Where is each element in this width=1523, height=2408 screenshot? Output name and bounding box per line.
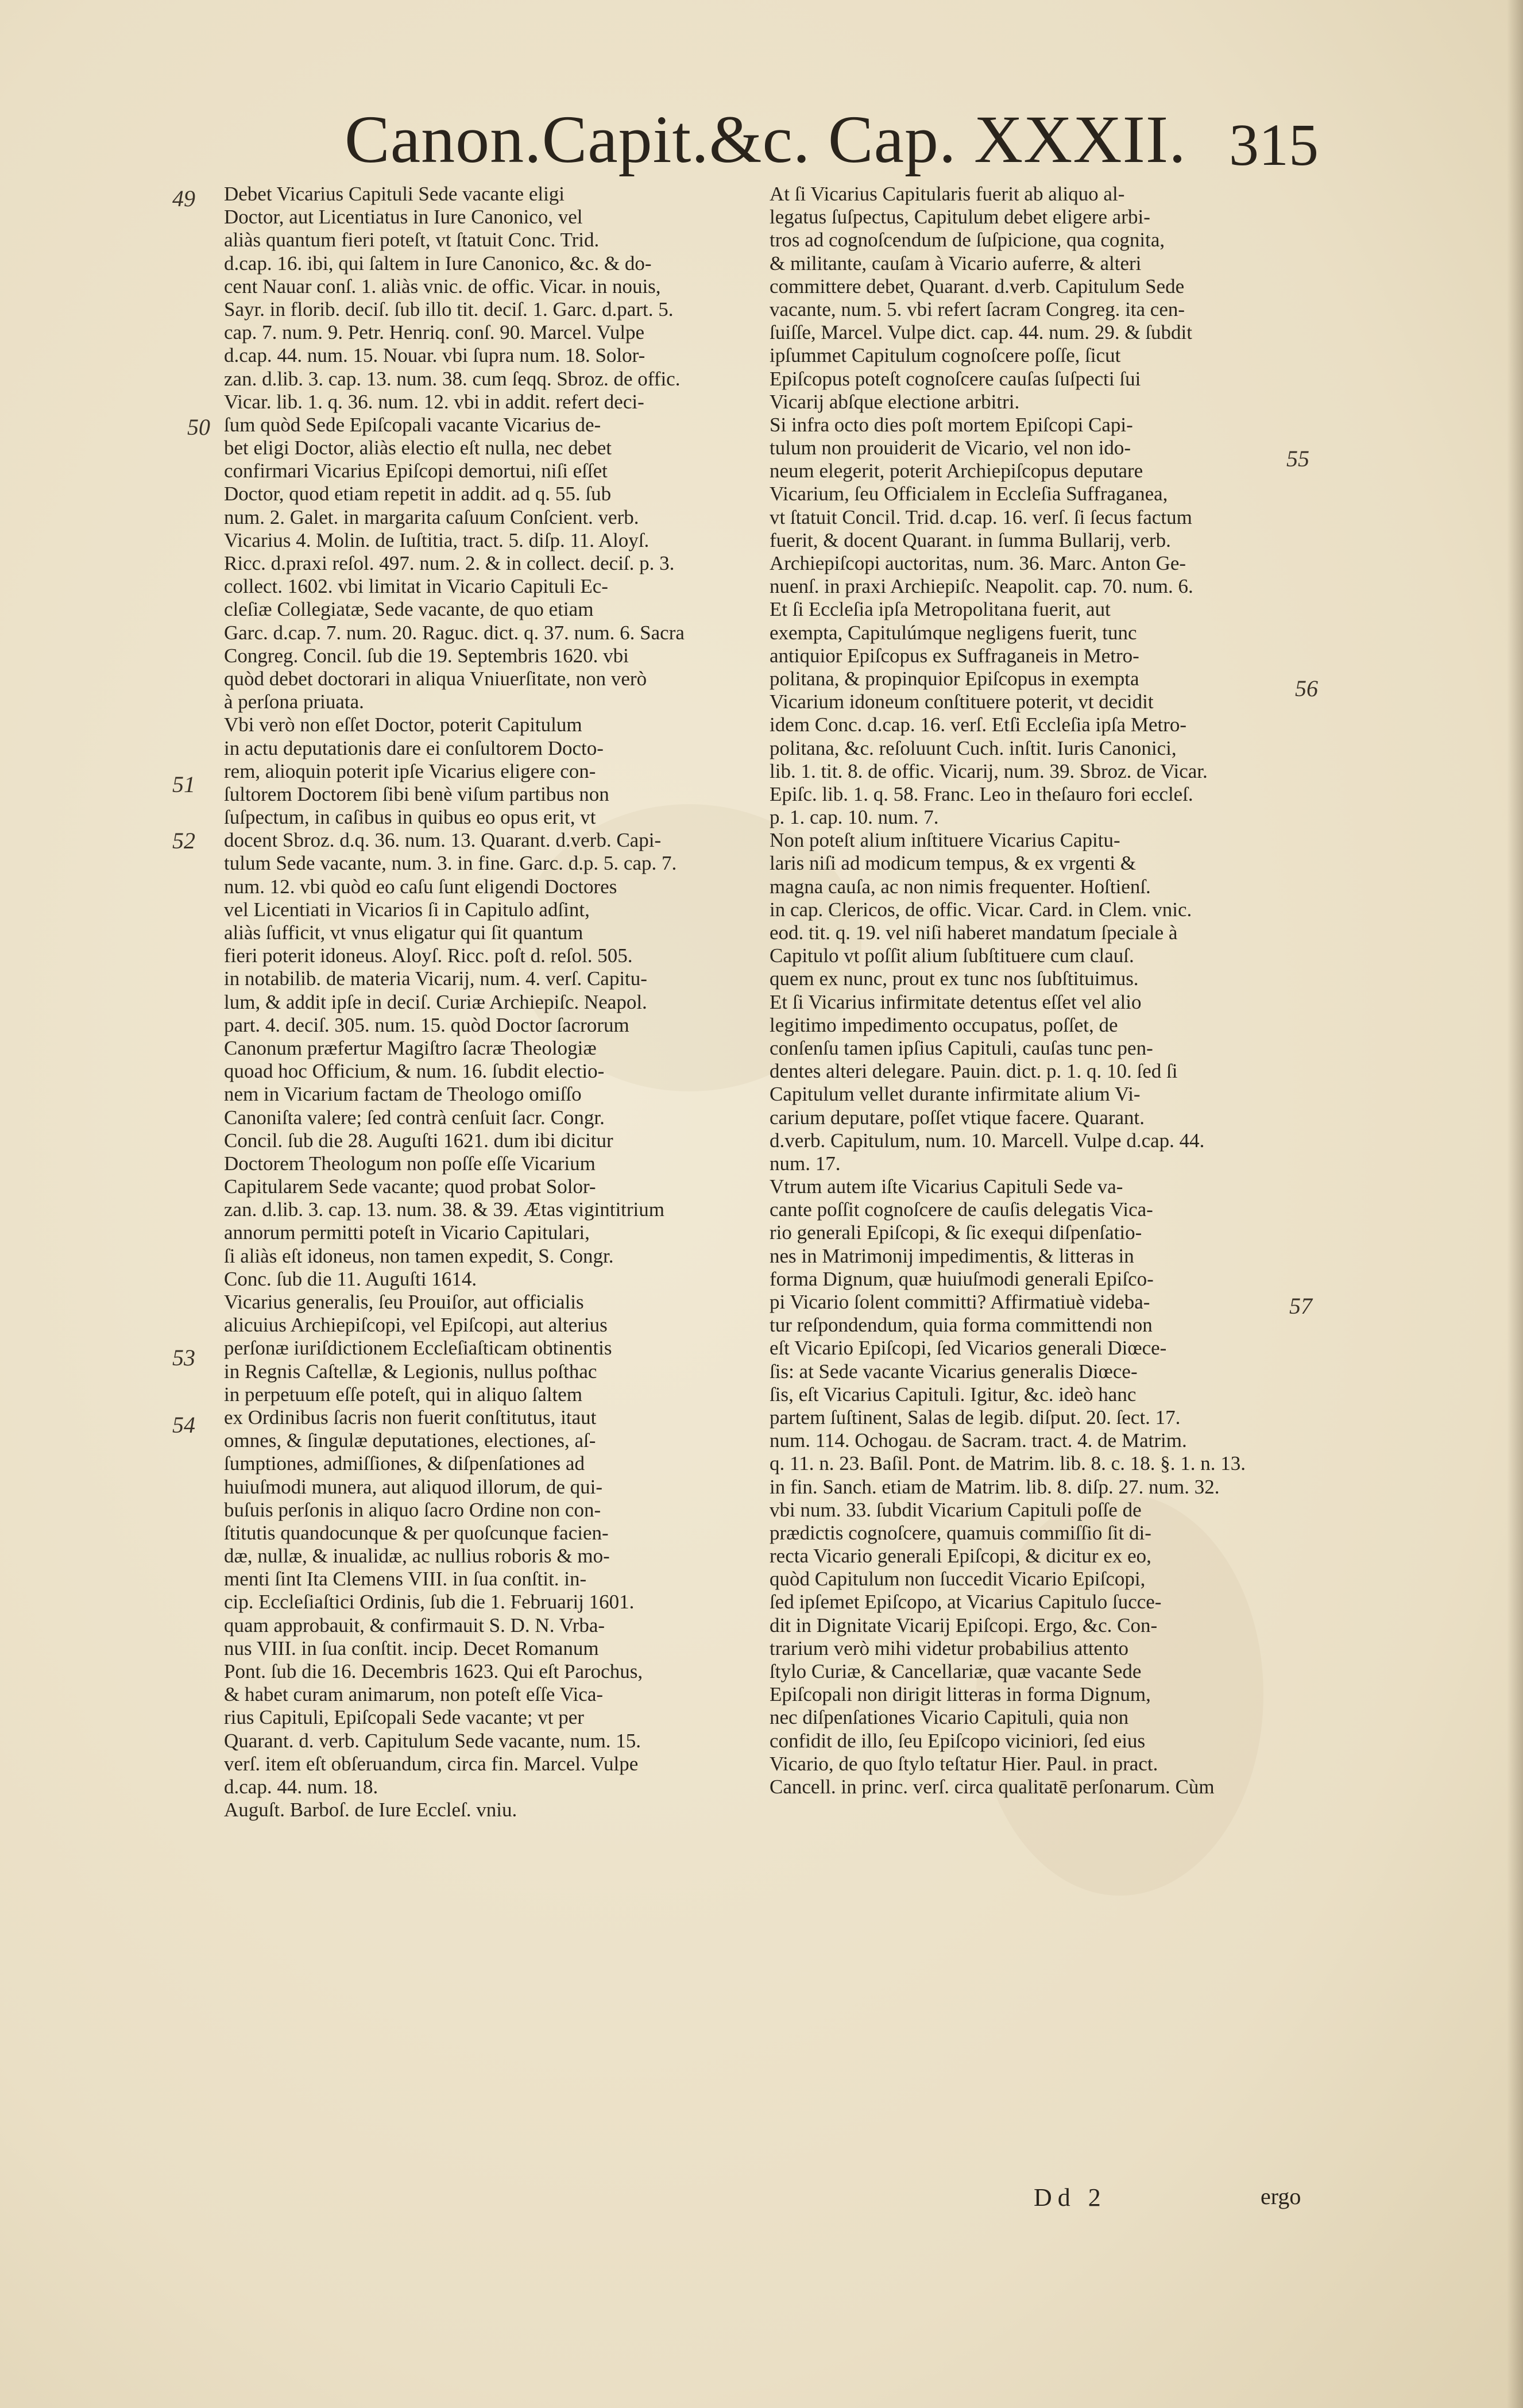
- text-line: Ricc. d.praxi reſol. 497. num. 2. & in collect. deciſ. p. 3.: [224, 552, 675, 574]
- text-line: Concil. ſub die 28. Auguſti 1621. dum ibi dicitur: [224, 1129, 613, 1152]
- text-line: part. 4. deciſ. 305. num. 15. quòd Doctor ſacrorum: [224, 1013, 629, 1036]
- text-line: Vicario, de quo ſtylo teſtatur Hier. Paul. in pract.: [770, 1752, 1158, 1775]
- text-line: quem ex nunc, prout ex tunc nos ſubſtituimus.: [770, 967, 1139, 990]
- text-line: q. 11. n. 23. Baſil. Pont. de Matrim. lib. 8. c. 18. §. 1. n. 13.: [770, 1452, 1246, 1475]
- text-line: buſuis perſonis in aliquo ſacro Ordine non con-: [224, 1498, 601, 1521]
- text-line: prædictis cognoſcere, quamuis commiſſio ſit di-: [770, 1521, 1151, 1544]
- text-line: Pont. ſub die 16. Decembris 1623. Qui eſt Parochus,: [224, 1660, 643, 1682]
- text-line: eod. tit. q. 19. vel niſi haberet mandatum ſpeciale à: [770, 921, 1178, 944]
- text-line: Sayr. in florib. deciſ. ſub illo tit. deciſ. 1. Garc. d.part. 5.: [224, 298, 674, 321]
- text-line: carium deputare, poſſet vtique facere. Quarant.: [770, 1106, 1145, 1129]
- text-line: d.cap. 44. num. 18.: [224, 1775, 378, 1798]
- text-line: Vicarius generalis, ſeu Prouiſor, aut officialis: [224, 1291, 584, 1313]
- text-line: ſuiſſe, Marcel. Vulpe dict. cap. 44. num. 29. & ſubdit: [770, 321, 1193, 344]
- text-line: quam approbauit, & confirmauit S. D. N. Vrba-: [224, 1614, 605, 1637]
- text-line: Epiſc. lib. 1. q. 58. Franc. Leo in theſauro fori eccleſ.: [770, 782, 1193, 805]
- text-line: aliàs quantum fieri poteſt, vt ſtatuit Conc. Trid.: [224, 229, 600, 252]
- text-line: in perpetuum eſſe poteſt, qui in aliquo ſaltem: [224, 1383, 583, 1406]
- text-line: num. 114. Ochogau. de Sacram. tract. 4. de Matrim.: [770, 1429, 1187, 1452]
- text-line: Canoniſta valere; ſed contrà cenſuit ſacr. Congr.: [224, 1106, 605, 1129]
- text-line: & habet curam animarum, non poteſt eſſe Vica-: [224, 1683, 604, 1706]
- text-line: verſ. item eſt obſeruandum, circa fin. Marcel. Vulpe: [224, 1752, 639, 1775]
- text-line: politana, &c. reſoluunt Cuch. inſtit. Iuris Canonici,: [770, 736, 1177, 759]
- text-line: zan. d.lib. 3. cap. 13. num. 38. cum ſeqq. Sbroz. de offic.: [224, 367, 681, 390]
- left-text-column: [224, 183, 798, 2228]
- text-line: p. 1. cap. 10. num. 7.: [770, 806, 939, 829]
- text-line: Epiſcopus poteſt cognoſcere cauſas ſuſpecti ſui: [770, 367, 1141, 390]
- text-line: tros ad cognoſcendum de ſuſpicione, qua cognita,: [770, 229, 1165, 252]
- page-number: 315: [1229, 112, 1319, 178]
- text-line: ipſummet Capitulum cognoſcere poſſe, ſicut: [770, 344, 1121, 367]
- text-line: At ſi Vicarius Capitularis fuerit ab aliquo al-: [770, 183, 1125, 205]
- text-line: à perſona priuata.: [224, 690, 364, 713]
- text-line: forma Dignum, quæ huiuſmodi generali Epiſco-: [770, 1267, 1154, 1290]
- text-line: docent Sbroz. d.q. 36. num. 13. Quarant. d.verb. Capi-: [224, 829, 662, 852]
- running-title: Canon.Capit.&c. Cap. XXXII.: [345, 102, 1186, 177]
- text-line: Garc. d.cap. 7. num. 20. Raguc. dict. q. 37. num. 6. Sacra: [224, 621, 685, 644]
- margin-number: 54: [172, 1412, 195, 1438]
- text-line: dentes alteri delegare. Pauin. dict. p. 1. q. 10. ſed ſi: [770, 1060, 1178, 1083]
- text-line: num. 17.: [770, 1152, 841, 1175]
- text-line: menti ſint Ita Clemens VIII. in ſua conſtit. in-: [224, 1568, 587, 1591]
- text-line: Si infra octo dies poſt mortem Epiſcopi Capi-: [770, 413, 1133, 436]
- margin-number: 56: [1295, 676, 1318, 701]
- text-line: & militante, cauſam à Vicario auferre, & alteri: [770, 252, 1142, 275]
- margin-number: 49: [172, 186, 195, 211]
- text-line: in Regnis Caſtellæ, & Legionis, nullus poſthac: [224, 1360, 597, 1383]
- text-line: legatus ſuſpectus, Capitulum debet eligere arbi-: [770, 206, 1150, 229]
- text-line: d.cap. 44. num. 15. Nouar. vbi ſupra num. 18. Solor-: [224, 344, 645, 367]
- text-line: antiquior Epiſcopus ex Suffraganeis in Metro-: [770, 644, 1139, 667]
- margin-number: 52: [172, 828, 195, 854]
- binding-shadow: [1507, 0, 1523, 2408]
- text-line: eſt Vicario Epiſcopi, ſed Vicarios generali Diœce-: [770, 1337, 1167, 1360]
- text-line: annorum permitti poteſt in Vicario Capitulari,: [224, 1221, 590, 1244]
- text-line: quòd Capitulum non ſuccedit Vicario Epiſcopi,: [770, 1568, 1146, 1591]
- margin-number: 53: [172, 1345, 195, 1371]
- text-line: lib. 1. tit. 8. de offic. Vicarij, num. 39. Sbroz. de Vicar.: [770, 759, 1208, 782]
- text-line: in actu deputationis dare ei conſultorem Docto-: [224, 736, 604, 759]
- text-line: Vicarium idoneum conſtituere poterit, vt decidit: [770, 690, 1154, 713]
- text-line: aliàs ſufficit, vt vnus eligatur qui ſit quantum: [224, 921, 583, 944]
- text-line: num. 2. Galet. in margarita caſuum Conſcient. verb.: [224, 505, 639, 528]
- text-line: pi Vicario ſolent committi? Affirmatiuè videba-: [770, 1291, 1150, 1313]
- margin-number: 51: [172, 771, 195, 797]
- text-line: tulum Sede vacante, num. 3. in fine. Garc. d.p. 5. cap. 7.: [224, 852, 677, 875]
- page-header: [345, 101, 1321, 187]
- text-line: Doctor, aut Licentiatus in Iure Canonico, vel: [224, 206, 583, 229]
- text-line: nuenſ. in praxi Archiepiſc. Neapolit. cap. 70. num. 6.: [770, 575, 1193, 598]
- text-line: ſis, eſt Vicarius Capituli. Igitur, &c. ideò hanc: [770, 1383, 1137, 1406]
- text-line: Vicar. lib. 1. q. 36. num. 12. vbi in addit. refert deci-: [224, 390, 644, 413]
- text-line: politana, & propinquior Epiſcopus in exempta: [770, 667, 1139, 690]
- text-line: Debet Vicarius Capituli Sede vacante eligi: [224, 183, 565, 205]
- text-line: Et ſi Vicarius infirmitate detentus eſſet vel alio: [770, 990, 1142, 1013]
- text-line: Quarant. d. verb. Capitulum Sede vacante, num. 15.: [224, 1729, 641, 1752]
- text-line: Conc. ſub die 11. Auguſti 1614.: [224, 1267, 477, 1290]
- text-line: magna cauſa, ac non nimis frequenter. Hoſtienſ.: [770, 875, 1151, 898]
- text-line: Congreg. Concil. ſub die 19. Septembris 1620. vbi: [224, 644, 629, 667]
- text-line: lum, & addit ipſe in deciſ. Curiæ Archiepiſc. Neapol.: [224, 990, 647, 1013]
- text-line: ſumptiones, admiſſiones, & diſpenſationes ad: [224, 1452, 585, 1475]
- text-line: Doctor, quod etiam repetit in addit. ad q. 55. ſub: [224, 483, 612, 505]
- text-line: Capitulum vellet durante infirmitate alium Vi-: [770, 1083, 1141, 1106]
- text-line: cip. Eccleſiaſtici Ordinis, ſub die 1. Februarij 1601.: [224, 1591, 635, 1614]
- text-line: Capitularem Sede vacante; quod probat Solor-: [224, 1175, 596, 1198]
- signature-mark: Dd 2: [1034, 2183, 1107, 2212]
- text-line: ſuſpectum, in caſibus in quibus eo opus erit, vt: [224, 806, 596, 829]
- text-line: Vicarium, ſeu Officialem in Eccleſia Suffraganea,: [770, 483, 1168, 505]
- text-line: ſtitutis quandocunque & per quoſcunque facien-: [224, 1521, 609, 1544]
- text-line: Canonum præfertur Magiſtro ſacræ Theologiæ: [224, 1036, 597, 1059]
- text-line: in cap. Clericos, de offic. Vicar. Card. in Clem. vnic.: [770, 898, 1192, 921]
- text-line: vel Licentiati in Vicarios ſi in Capitulo adſint,: [224, 898, 590, 921]
- text-line: num. 12. vbi quòd eo caſu ſunt eligendi Doctores: [224, 875, 617, 898]
- text-line: ſultorem Doctorem ſibi benè viſum partibus non: [224, 782, 609, 805]
- text-line: in fin. Sanch. etiam de Matrim. lib. 8. diſp. 27. num. 32.: [770, 1475, 1220, 1498]
- text-line: collect. 1602. vbi limitat in Vicario Capituli Ec-: [224, 575, 608, 598]
- text-line: perſonæ iuriſdictionem Eccleſiaſticam obtinentis: [224, 1337, 612, 1360]
- text-line: d.cap. 16. ibi, qui ſaltem in Iure Canonico, &c. & do-: [224, 252, 652, 275]
- text-line: quòd debet doctorari in aliqua Vniuerſitate, non verò: [224, 667, 647, 690]
- text-line: Epiſcopali non dirigit litteras in forma Dignum,: [770, 1683, 1151, 1706]
- text-line: fuerit, & docent Quarant. in ſumma Bullarij, verb.: [770, 528, 1171, 551]
- text-line: ex Ordinibus ſacris non fuerit conſtitutus, itaut: [224, 1406, 597, 1429]
- text-line: nem in Vicarium factam de Theologo omiſſo: [224, 1083, 582, 1106]
- text-line: ſum quòd Sede Epiſcopali vacante Vicarius de-: [224, 413, 601, 436]
- text-line: cante poſſit cognoſcere de cauſis delegatis Vica-: [770, 1198, 1153, 1221]
- text-line: tur reſpondendum, quia forma committendi non: [770, 1314, 1153, 1337]
- text-line: recta Vicario generali Epiſcopi, & dicitur ex eo,: [770, 1545, 1151, 1568]
- text-line: in notabilib. de materia Vicarij, num. 4. verſ. Capitu-: [224, 967, 647, 990]
- text-line: omnes, & ſingulæ deputationes, electiones, aſ-: [224, 1429, 596, 1452]
- text-line: nes in Matrimonij impedimentis, & litteras in: [770, 1244, 1134, 1267]
- text-line: idem Conc. d.cap. 16. verſ. Etſi Eccleſia ipſa Metro-: [770, 713, 1187, 736]
- text-line: ſi aliàs eſt idoneus, non tamen expedit, S. Congr.: [224, 1244, 614, 1267]
- text-line: vacante, num. 5. vbi refert ſacram Congreg. ita cen-: [770, 298, 1185, 321]
- text-line: ſed ipſemet Epiſcopo, at Vicarius Capitulo ſucce-: [770, 1591, 1162, 1614]
- text-line: nec diſpenſationes Vicario Capituli, quia non: [770, 1706, 1129, 1729]
- text-line: bet eligi Doctor, aliàs electio eſt nulla, nec debet: [224, 437, 612, 460]
- text-line: conſenſu tamen ipſius Capituli, cauſas tunc pen-: [770, 1036, 1153, 1059]
- text-line: dit in Dignitate Vicarij Epiſcopi. Ergo, &c. Con-: [770, 1614, 1158, 1637]
- text-line: Cancell. in princ. verſ. circa qualitatē perſonarum. Cùm: [770, 1775, 1215, 1798]
- text-line: cent Nauar conſ. 1. aliàs vnic. de offic. Vicar. in nouis,: [224, 275, 661, 298]
- catchword: ergo: [1261, 2183, 1301, 2209]
- text-line: fieri poterit idoneus. Aloyſ. Ricc. poſt d. reſol. 505.: [224, 944, 633, 967]
- text-line: Et ſi Eccleſia ipſa Metropolitana fuerit, aut: [770, 598, 1111, 621]
- text-line: laris niſi ad modicum tempus, & ex vrgenti &: [770, 852, 1137, 875]
- text-line: huiuſmodi munera, aut aliquod illorum, de qui-: [224, 1475, 603, 1498]
- text-line: Auguſt. Barboſ. de Iure Eccleſ. vniu.: [224, 1799, 517, 1822]
- text-line: vbi num. 33. ſubdit Vicarium Capituli poſſe de: [770, 1498, 1142, 1521]
- margin-number: 57: [1289, 1293, 1312, 1319]
- text-line: exempta, Capitulúmque negligens fuerit, tunc: [770, 621, 1137, 644]
- text-line: committere debet, Quarant. d.verb. Capitulum Sede: [770, 275, 1185, 298]
- text-line: cleſiæ Collegiatæ, Sede vacante, de quo etiam: [224, 598, 594, 621]
- text-line: dæ, nullæ, & inualidæ, ac nullius roboris & mo-: [224, 1545, 610, 1568]
- text-line: cap. 7. num. 9. Petr. Henriq. conſ. 90. Marcel. Vulpe: [224, 321, 645, 344]
- text-line: partem ſuſtinent, Salas de legib. diſput. 20. ſect. 17.: [770, 1406, 1181, 1429]
- text-line: Vicarius 4. Molin. de Iuſtitia, tract. 5. diſp. 11. Aloyſ.: [224, 528, 650, 551]
- text-line: ſis: at Sede vacante Vicarius generalis Diœce-: [770, 1360, 1138, 1383]
- text-line: quoad hoc Officium, & num. 16. ſubdit electio-: [224, 1060, 605, 1083]
- text-line: ſtylo Curiæ, & Cancellariæ, quæ vacante Sede: [770, 1660, 1142, 1682]
- text-line: neum elegerit, poterit Archiepiſcopus deputare: [770, 460, 1143, 483]
- right-text-column: [770, 183, 1344, 2228]
- text-line: d.verb. Capitulum, num. 10. Marcell. Vulpe d.cap. 44.: [770, 1129, 1205, 1152]
- text-line: vt ſtatuit Concil. Trid. d.cap. 16. verſ. ſi ſecus factum: [770, 505, 1192, 528]
- text-line: rio generali Epiſcopi, & ſic exequi diſpenſatio-: [770, 1221, 1142, 1244]
- text-line: nus VIII. in ſua conſtit. incip. Decet Romanum: [224, 1637, 599, 1660]
- text-line: Archiepiſcopi auctoritas, num. 36. Marc. Anton Ge-: [770, 552, 1186, 574]
- text-line: rem, alioquin poterit ipſe Vicarius eligere con-: [224, 759, 596, 782]
- text-line: confirmari Vicarius Epiſcopi demortui, niſi eſſet: [224, 460, 608, 483]
- text-line: legitimo impedimento occupatus, poſſet, de: [770, 1013, 1118, 1036]
- text-line: alicuius Archiepiſcopi, vel Epiſcopi, aut alterius: [224, 1314, 608, 1337]
- text-line: Doctorem Theologum non poſſe eſſe Vicarium: [224, 1152, 596, 1175]
- text-line: confidit de illo, ſeu Epiſcopo viciniori, ſed eius: [770, 1729, 1146, 1752]
- text-line: tulum non prouiderit de Vicario, vel non ido-: [770, 437, 1131, 460]
- margin-number: 55: [1286, 446, 1309, 472]
- text-line: Vbi verò non eſſet Doctor, poterit Capitulum: [224, 713, 582, 736]
- text-line: Non poteſt alium inſtituere Vicarius Capitu-: [770, 829, 1120, 852]
- text-line: Capitulo vt poſſit alium ſubſtituere cum clauſ.: [770, 944, 1134, 967]
- text-line: Vicarij abſque electione arbitri.: [770, 390, 1020, 413]
- text-line: Vtrum autem iſte Vicarius Capituli Sede va-: [770, 1175, 1123, 1198]
- margin-number: 50: [187, 414, 210, 440]
- text-line: zan. d.lib. 3. cap. 13. num. 38. & 39. Ætas vigintitrium: [224, 1198, 665, 1221]
- text-line: trarium verò mihi videtur probabilius attento: [770, 1637, 1128, 1660]
- text-line: rius Capituli, Epiſcopali Sede vacante; vt per: [224, 1706, 584, 1729]
